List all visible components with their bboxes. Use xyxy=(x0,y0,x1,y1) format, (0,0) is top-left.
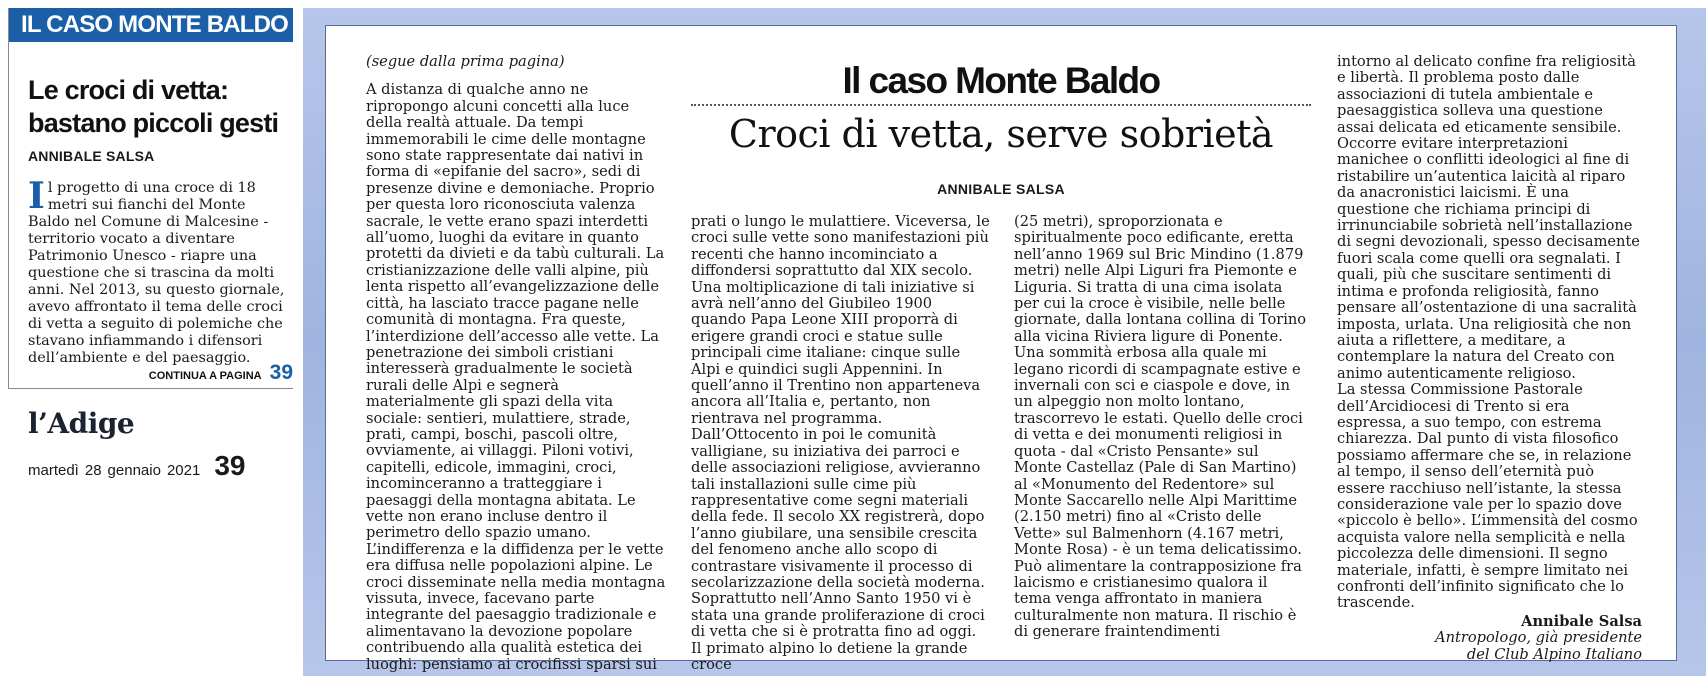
teaser-title-line2: bastano piccoli gesti xyxy=(28,108,279,138)
teaser-banner: IL CASO MONTE BALDO xyxy=(9,8,293,42)
column-3-text: (25 metri), sproporzionata e spiritualmente poco edificante, eretta nell’anno 1969 sul Bric Mindino (1.879 metri) nelle Alpi Liguri fra Piemonte e Liguria. Si tratta di una cima isolata per cui la croce è visibile, nelle belle giornate, dalla lontana collina di Torino alla vicina Riviera ligure di Ponente. Una sommità erbosa alla quale mi legano ricordi di scampagnate estive e invernali con sci e ciaspole e dove, in un alpeggio non molto lontano, trascorrevo le estati. Quello delle croci di vetta e dei monumenti religiosi in quota - dal «Cristo Pensante» sul Monte Castellaz (Pale di San Martino) al «Monumento del Redentore» sul Monte Saccarello nelle Alpi Marittime (2.150 metri) fino al «Cristo delle Vette» sul Balmenhorn (4.167 metri, Monte Rosa) - è un tema delicatissimo. Può alimentare la contrapposizione fra laicismo e cristianesimo qualora il tema venga affrontato in maniera culturalmente non matura. Il rischio è di generare fraintendimenti xyxy=(1014,213,1307,641)
column-4-paragraph-1: intorno al delicato confine fra religiosità e libertà. Il problema posto dalle associazioni di tutela ambientale e paesaggistica solleva una questione assai delicata ed eticamente sensibile. Occorre evitare interpretazioni manichee o conflitti ideologici al fine di ristabilire un’autentica laicità al riparo da anacronistici laicismi. È una questione che richiama principi di irrinunciabile sobrietà nell’installazione di segni devozionali, spesso decisamente fuori scala come quelli ora segnalati. I quali, più che suscitare sentimenti di intima e profonda religiosità, fanno pensare all’ostentazione di una sacralità imposta, urlata. Una religiosità che non aiuta a riflettere, a meditare, a contemplare la natura del Creato con animo autenticamente religioso. xyxy=(1337,53,1640,382)
article-column-2 xyxy=(691,214,991,673)
column-4-paragraph-2: La stessa Commissione Pastorale dell’Arcidiocesi di Trento si era espressa, a suo tempo, con estrema chiarezza. Dal punto di vista filosofico possiamo affermare che se, in relazione al tempo, il senso dell’eternità può essere racchiuso nell’istante, la stessa considerazione vale per lo spazio dove «piccolo è bello». L’immensità del cosmo acquista valore nella semplicità e nella piccolezza delle dimensioni. Il segno materiale, infatti, è sempre limitato nei confronti dell’infinito significato che lo trascende. xyxy=(1337,381,1638,612)
article-column-4 xyxy=(1337,54,1642,663)
date-day: 28 xyxy=(84,462,102,479)
article-frame xyxy=(303,8,1706,676)
segue-note: (segue dalla prima pagina) xyxy=(366,53,565,70)
issue-date xyxy=(28,450,278,482)
teaser-body-text: l progetto di una croce di 18 metri sui fianchi del Monte Baldo nel Comune di Malcesine - territorio vocato a diventare Patrimonio Unesco - riapre una questione che si trascina da molti anni. Nel 2013, su questo giornale, avevo affrontato il tema delle croci di vetta a seguito di polemiche che stavano infiammando i difensori dell’ambiente e del paesaggio. xyxy=(28,180,285,366)
teaser-dropcap: I xyxy=(28,175,45,217)
continue-link[interactable] xyxy=(149,361,293,385)
date-weekday: martedì xyxy=(28,462,79,479)
teaser-author: ANNIBALE SALSA xyxy=(28,148,155,164)
continue-page-number: 39 xyxy=(269,361,293,384)
article-column-1 xyxy=(366,54,666,673)
teaser-title-line1: Le croci di vetta: xyxy=(28,75,229,105)
date-month: gennaio xyxy=(107,462,161,479)
article-panel xyxy=(325,25,1677,673)
article-kicker: Il caso Monte Baldo xyxy=(842,60,1160,101)
teaser-body xyxy=(28,175,287,367)
date-year: 2021 xyxy=(166,462,201,479)
newspaper-logo: l’Adige xyxy=(28,407,135,440)
article-byline: ANNIBALE SALSA xyxy=(937,181,1065,197)
teaser-box xyxy=(8,8,293,389)
continue-label: CONTINUA A PAGINA xyxy=(148,370,262,382)
column-1-text: A distanza di qualche anno ne ripropongo alcuni concetti alla luce della realtà attuale. Da tempi immemorabili le cime delle montagne sono state rappresentate dai nativi in forma di «epifanie del sacro», sedi di presenze divine e demoniache. Proprio per questa loro riconosciuta valenza sacrale, le vette erano spazi interdetti all’uomo, luoghi da evitare in quanto protetti da divieti e da tabù culturali. La cristianizzazione delle valli alpine, più lenta rispetto all’evangelizzazione delle città, ha lasciato tracce pagane nelle comunità di montagna. Fra queste, l’interdizione dell’accesso alle vette. La penetrazione dei simboli cristiani interesserà gradualmente le società rurali delle Alpi e segnerà materialmente gli spazi della vita sociale: sentieri, mulattiere, strade, prati, campi, boschi, pascoli oltre, ovviamente, ai villaggi. Piloni votivi, capitelli, edicole, immagini, croci, incominceranno a tratteggiare i paesaggi della montagna abitata. Le vette non erano incluse dentro il perimetro dello spazio umano. L’indifferenza e la diffidenza per le vette era diffusa nelle popolazioni alpine. Le croci disseminate nella media montagna vissuta, invece, facevano parte integrante del paesaggio tradizionale e alimentavano la devozione popolare contribuendo alla qualità estetica dei luoghi: pensiamo ai crocifissi sparsi sui xyxy=(366,81,666,673)
page-number: 39 xyxy=(214,450,246,481)
teaser-title xyxy=(28,74,293,140)
author-role-line1: Antropologo, già presidente xyxy=(1435,629,1642,647)
author-role-line2: del Club Alpino Italiano xyxy=(1466,645,1642,663)
article-column-3 xyxy=(1014,214,1309,641)
author-signature: Annibale Salsa xyxy=(1521,612,1642,630)
column-2-text: prati o lungo le mulattiere. Viceversa, le croci sulle vette sono manifestazioni più recenti che hanno incominciato a diffondersi soprattutto dal XIX secolo. Una moltiplicazione di tali iniziative si avrà nell’anno del Giubileo 1900 quando Papa Leone XIII proporrà di erigere grandi croci e statue sulle principali cime italiane: cinque sulle Alpi e quindici sugli Appennini. In quell’anno il Trentino non apparteneva ancora all’Italia e, pertanto, non rientrava nel programma. Dall’Ottocento in poi le comunità valligiane, su iniziativa dei parroci e delle associazioni religiose, avvieranno tali installazioni sulle cime più rappresentative come segni materiali della fede. Il secolo XX registrerà, dopo l’anno giubilare, una sensibile crescita del fenomeno anche allo scopo di contrastare visivamente il processo di secolarizzazione della società moderna. Soprattutto nell’Anno Santo 1950 vi è stata una grande proliferazione di croci di vetta che si è protratta fino ad oggi. Il primato alpino lo detiene la grande croce xyxy=(691,213,990,673)
article-headline: Croci di vetta, serve sobrietà xyxy=(728,112,1274,156)
dotted-divider xyxy=(691,104,1311,106)
masthead xyxy=(28,407,278,482)
